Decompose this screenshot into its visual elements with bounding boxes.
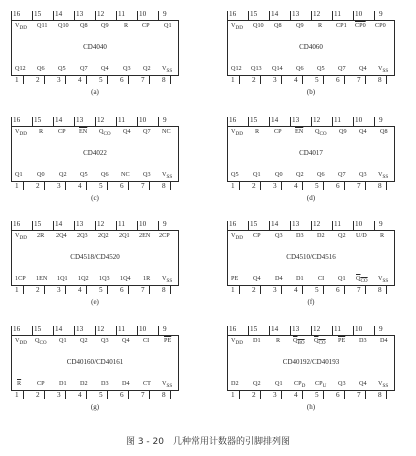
signal-label: Q3 bbox=[101, 337, 109, 344]
signal-label: Q8 bbox=[80, 22, 88, 29]
pin-number: 8 bbox=[378, 391, 382, 399]
signal-label: Q3 bbox=[143, 171, 151, 178]
top-pin-numbers bbox=[11, 115, 179, 126]
signal-label: D1 bbox=[253, 337, 261, 344]
pin-number: 9 bbox=[163, 325, 167, 333]
sub-label: (g) bbox=[90, 403, 100, 411]
signal-vdd: $V_{DD}$ bbox=[15, 128, 27, 138]
signal-label: 2Q4 bbox=[56, 232, 67, 239]
signal-vss: $V_{SS}$ bbox=[378, 65, 389, 75]
pin-number: 2 bbox=[252, 76, 256, 84]
signal-label: Q1 bbox=[59, 337, 67, 344]
pin-number: 16 bbox=[229, 10, 237, 18]
signal-label: Q7 bbox=[143, 128, 151, 135]
pin-number: 11 bbox=[118, 325, 125, 333]
signal-label: D3 bbox=[101, 380, 109, 387]
pin-number: 11 bbox=[334, 10, 341, 18]
signal-label: Q1 bbox=[15, 171, 23, 178]
pin-number: 10 bbox=[355, 220, 363, 228]
pin-number: 7 bbox=[357, 182, 361, 190]
pin-number: 2 bbox=[36, 391, 40, 399]
pin-number: 6 bbox=[336, 286, 340, 294]
pin-number: 5 bbox=[99, 182, 103, 190]
pin-number: 13 bbox=[292, 325, 300, 333]
signal-label: Q8 bbox=[380, 128, 388, 135]
pin-number: 5 bbox=[315, 182, 319, 190]
signal-label: D4 bbox=[275, 275, 283, 282]
pin-number: 4 bbox=[294, 76, 298, 84]
pin-number: 7 bbox=[357, 76, 361, 84]
signal-label: Q4 bbox=[359, 65, 367, 72]
signal-label: Q4 bbox=[122, 337, 130, 344]
signal-label: Q2 bbox=[59, 171, 67, 178]
chip-body bbox=[227, 126, 395, 182]
signal-label: Q4 bbox=[253, 275, 261, 282]
pin-number: 12 bbox=[313, 116, 321, 124]
signal-label: CP bbox=[142, 22, 150, 29]
pin-number: 14 bbox=[55, 325, 63, 333]
signal-label: 1Q4 bbox=[120, 275, 131, 282]
signal-label: Q12 bbox=[231, 65, 242, 72]
pin-number: 12 bbox=[97, 325, 105, 333]
signal-label: Q4 bbox=[101, 65, 109, 72]
signal-label: $\overline{EN}$ bbox=[295, 128, 304, 135]
signal-label: Q0 bbox=[37, 171, 45, 178]
pin-number: 8 bbox=[162, 286, 166, 294]
pin-number: 3 bbox=[273, 286, 277, 294]
top-pin-numbers bbox=[11, 9, 179, 20]
signal-label: Q1 bbox=[338, 275, 346, 282]
signal-label: Q4 bbox=[123, 128, 131, 135]
signal-label: Q12 bbox=[15, 65, 26, 72]
signal-label: 1R bbox=[143, 275, 151, 282]
pin-number: 2 bbox=[252, 182, 256, 190]
signal-label: Q3 bbox=[123, 65, 131, 72]
chip-body bbox=[11, 230, 179, 286]
pin-number: 8 bbox=[162, 182, 166, 190]
signal-label: Q3 bbox=[338, 380, 346, 387]
signal-label: Q5 bbox=[58, 65, 66, 72]
signal-vdd: $V_{DD}$ bbox=[231, 232, 243, 242]
pin-number: 15 bbox=[34, 116, 42, 124]
signal-qco: $Q_{CO}$ bbox=[35, 337, 47, 347]
signal-label: Q2 bbox=[253, 380, 261, 387]
pin-number: 9 bbox=[163, 116, 167, 124]
signal-label: Q14 bbox=[272, 65, 283, 72]
pin-number: 1 bbox=[15, 76, 19, 84]
pin-number: 9 bbox=[379, 116, 383, 124]
signal-label: Q11 bbox=[37, 22, 48, 29]
pin-number: 12 bbox=[313, 220, 321, 228]
signal-label: $\overline{PE}$ bbox=[164, 337, 172, 344]
pin-number: 12 bbox=[97, 116, 105, 124]
chip-name: CD4022 bbox=[83, 149, 107, 157]
top-pin-numbers bbox=[227, 324, 395, 335]
signal-label: Q3 bbox=[359, 171, 367, 178]
pin-number: 8 bbox=[378, 76, 382, 84]
signal-label: Q6 bbox=[296, 65, 304, 72]
signal-qco-bar: $Q_{CO}$ bbox=[314, 337, 326, 347]
pin-number: 15 bbox=[250, 10, 258, 18]
figure-caption: 图 3 - 20 几种常用计数器的引脚排列图 bbox=[125, 437, 290, 447]
signal-label: 1Q3 bbox=[99, 275, 110, 282]
pin-number: 10 bbox=[139, 10, 147, 18]
chip-body bbox=[11, 335, 179, 391]
signal-vss: $V_{SS}$ bbox=[162, 275, 173, 285]
pin-number: 15 bbox=[34, 325, 42, 333]
signal-label: Q3 bbox=[275, 232, 283, 239]
top-pin-numbers bbox=[227, 9, 395, 20]
signal-label: Q2 bbox=[80, 337, 88, 344]
signal-label: CP bbox=[253, 232, 261, 239]
signal-label: NC bbox=[121, 171, 130, 178]
pin-number: 9 bbox=[379, 10, 383, 18]
signal-label: 1EN bbox=[36, 275, 48, 282]
signal-label: U/D bbox=[356, 232, 367, 239]
pin-number: 1 bbox=[15, 391, 19, 399]
signal-label: Q7 bbox=[338, 65, 346, 72]
signal-qco: $Q_{CO}$ bbox=[99, 128, 111, 138]
pin-number: 11 bbox=[334, 325, 341, 333]
pin-number: 1 bbox=[231, 391, 235, 399]
signal-vss: $V_{SS}$ bbox=[162, 171, 173, 181]
signal-label: Q1 bbox=[253, 171, 261, 178]
sub-label: (b) bbox=[306, 88, 316, 96]
chip-name: CD4040 bbox=[83, 43, 107, 51]
signal-label: Q7 bbox=[338, 171, 346, 178]
pin-number: 2 bbox=[36, 286, 40, 294]
signal-label: 1CP bbox=[15, 275, 26, 282]
pin-number: 4 bbox=[294, 391, 298, 399]
signal-vdd: $V_{DD}$ bbox=[15, 232, 27, 242]
signal-label: 1Q2 bbox=[78, 275, 89, 282]
pin-number: 12 bbox=[313, 10, 321, 18]
pin-number: 15 bbox=[34, 220, 42, 228]
signal-label: CP0 bbox=[375, 22, 386, 29]
pin-number: 10 bbox=[139, 325, 147, 333]
pin-number: 13 bbox=[292, 220, 300, 228]
pin-number: 7 bbox=[141, 182, 145, 190]
chip-body bbox=[11, 126, 179, 182]
signal-label: CP bbox=[37, 380, 45, 387]
chip-body bbox=[227, 230, 395, 286]
pin-number: 12 bbox=[97, 10, 105, 18]
pin-number: 9 bbox=[379, 325, 383, 333]
pin-number: 10 bbox=[139, 116, 147, 124]
pin-number: 11 bbox=[118, 10, 125, 18]
signal-label: D2 bbox=[317, 232, 325, 239]
pin-number: 6 bbox=[120, 286, 124, 294]
signal-label: 2Q1 bbox=[119, 232, 130, 239]
signal-label: 2R bbox=[37, 232, 45, 239]
pin-number: 7 bbox=[141, 76, 145, 84]
pin-number: 4 bbox=[78, 391, 82, 399]
pin-number: 12 bbox=[313, 325, 321, 333]
signal-qbo-bar: $Q_{BO}$ bbox=[293, 337, 305, 347]
signal-label: Q2 bbox=[338, 232, 346, 239]
pin-number: 16 bbox=[13, 325, 21, 333]
pin-number: 14 bbox=[55, 220, 63, 228]
pin-number: 16 bbox=[13, 10, 21, 18]
chip-body bbox=[227, 335, 395, 391]
signal-label: Q10 bbox=[58, 22, 69, 29]
signal-label: D4 bbox=[380, 337, 388, 344]
signal-label: R bbox=[276, 337, 281, 344]
sub-label: (e) bbox=[91, 298, 99, 306]
signal-label: Q4 bbox=[359, 128, 367, 135]
pin-number: 8 bbox=[162, 391, 166, 399]
signal-label: Q2 bbox=[143, 65, 151, 72]
sub-label: (a) bbox=[91, 88, 99, 96]
signal-label: R bbox=[124, 22, 129, 29]
pin-number: 8 bbox=[162, 76, 166, 84]
top-pin-numbers bbox=[227, 219, 395, 230]
signal-vss: $V_{SS}$ bbox=[378, 380, 389, 390]
chip-body bbox=[227, 20, 395, 76]
signal-label: Q1 bbox=[275, 380, 283, 387]
signal-label: 2CP bbox=[159, 232, 170, 239]
signal-label: Q8 bbox=[274, 22, 282, 29]
signal-label: D2 bbox=[231, 380, 239, 387]
pin-number: 1 bbox=[231, 182, 235, 190]
signal-label: CP1 bbox=[336, 22, 347, 29]
pin-number: 13 bbox=[76, 220, 84, 228]
pin-number: 14 bbox=[271, 220, 279, 228]
pin-number: 12 bbox=[97, 220, 105, 228]
bottom-pin-numbers bbox=[11, 390, 179, 401]
pin-number: 3 bbox=[273, 391, 277, 399]
signal-qco-bar: $Q_{CO}$ bbox=[356, 275, 368, 285]
signal-label: D1 bbox=[296, 275, 304, 282]
pin-number: 14 bbox=[55, 10, 63, 18]
signal-label: R bbox=[255, 128, 260, 135]
pin-number: 2 bbox=[36, 182, 40, 190]
pin-number: 11 bbox=[118, 220, 125, 228]
pin-number: 8 bbox=[378, 182, 382, 190]
signal-label: Q0 bbox=[275, 171, 283, 178]
signal-label: Q6 bbox=[101, 171, 109, 178]
pin-number: 3 bbox=[57, 76, 61, 84]
pin-number: 6 bbox=[120, 76, 124, 84]
signal-label: Q10 bbox=[253, 22, 264, 29]
pin-number: 7 bbox=[357, 286, 361, 294]
pin-number: 9 bbox=[163, 10, 167, 18]
pin-number: 16 bbox=[229, 325, 237, 333]
signal-label: NC bbox=[162, 128, 171, 135]
pin-number: 13 bbox=[76, 116, 84, 124]
pin-number: 6 bbox=[120, 391, 124, 399]
signal-label: D3 bbox=[296, 232, 304, 239]
signal-label: 2EN bbox=[139, 232, 151, 239]
pin-number: 1 bbox=[15, 286, 19, 294]
signal-label: Q7 bbox=[80, 65, 88, 72]
pin-number: 16 bbox=[13, 116, 21, 124]
signal-vss: $V_{SS}$ bbox=[378, 275, 389, 285]
pin-number: 2 bbox=[252, 391, 256, 399]
pin-number: 14 bbox=[271, 325, 279, 333]
sub-label: (d) bbox=[306, 194, 316, 202]
pin-number: 14 bbox=[55, 116, 63, 124]
signal-vdd: $V_{DD}$ bbox=[231, 337, 243, 347]
pin-number: 6 bbox=[336, 182, 340, 190]
signal-label: $\overline{R}$ bbox=[17, 380, 22, 387]
pin-number: 3 bbox=[273, 76, 277, 84]
pin-number: 2 bbox=[36, 76, 40, 84]
signal-cpd: $CP_D$ bbox=[294, 380, 306, 390]
signal-label: R bbox=[380, 232, 385, 239]
pin-number: 13 bbox=[292, 116, 300, 124]
signal-label: 2Q2 bbox=[98, 232, 109, 239]
top-pin-numbers bbox=[11, 219, 179, 230]
pin-number: 5 bbox=[99, 391, 103, 399]
pin-number: 6 bbox=[120, 182, 124, 190]
signal-label: Q2 bbox=[296, 171, 304, 178]
pin-number: 15 bbox=[250, 116, 258, 124]
pin-number: 5 bbox=[315, 76, 319, 84]
bottom-pin-numbers bbox=[227, 285, 395, 296]
sub-label: (h) bbox=[306, 403, 316, 411]
signal-label: CP0 bbox=[355, 22, 366, 29]
signal-vss: $V_{SS}$ bbox=[162, 380, 173, 390]
signal-label: Q4 bbox=[359, 380, 367, 387]
signal-label: D1 bbox=[59, 380, 67, 387]
top-pin-numbers bbox=[227, 115, 395, 126]
signal-cpu: $CP_U$ bbox=[315, 380, 327, 390]
signal-label: 2Q3 bbox=[77, 232, 88, 239]
pin-number: 5 bbox=[315, 286, 319, 294]
pin-number: 7 bbox=[141, 286, 145, 294]
pin-number: 14 bbox=[271, 10, 279, 18]
chip-name: CD40160/CD40161 bbox=[66, 358, 124, 366]
signal-label: Q5 bbox=[317, 65, 325, 72]
sub-label: (c) bbox=[91, 194, 99, 202]
chip-name: CD4017 bbox=[299, 149, 323, 157]
pin-number: 15 bbox=[34, 10, 42, 18]
signal-label: D4 bbox=[122, 380, 130, 387]
signal-label: D3 bbox=[359, 337, 367, 344]
signal-label: D2 bbox=[80, 380, 88, 387]
signal-label: 1Q1 bbox=[57, 275, 68, 282]
pin-number: 16 bbox=[229, 116, 237, 124]
pin-number: 5 bbox=[99, 76, 103, 84]
signal-label: Q5 bbox=[231, 171, 239, 178]
pin-number: 4 bbox=[78, 182, 82, 190]
chip-name: CD4510/CD4516 bbox=[286, 253, 336, 261]
pin-number: 3 bbox=[57, 286, 61, 294]
pin-number: 6 bbox=[336, 391, 340, 399]
signal-label: Q13 bbox=[251, 65, 262, 72]
pin-number: 13 bbox=[76, 10, 84, 18]
pin-number: 5 bbox=[315, 391, 319, 399]
signal-label: Q9 bbox=[101, 22, 109, 29]
signal-label: CP bbox=[58, 128, 66, 135]
pin-number: 16 bbox=[13, 220, 21, 228]
signal-label: Q9 bbox=[339, 128, 347, 135]
signal-label: CI bbox=[143, 337, 150, 344]
signal-label: PE bbox=[231, 275, 239, 282]
pin-number: 9 bbox=[163, 220, 167, 228]
pin-number: 1 bbox=[231, 76, 235, 84]
signal-vss: $V_{SS}$ bbox=[378, 171, 389, 181]
pin-number: 11 bbox=[118, 116, 125, 124]
pin-number: 5 bbox=[99, 286, 103, 294]
signal-qco: $Q_{CO}$ bbox=[315, 128, 327, 138]
pin-number: 4 bbox=[294, 182, 298, 190]
signal-label: R bbox=[39, 128, 44, 135]
pin-number: 9 bbox=[379, 220, 383, 228]
signal-label: R bbox=[318, 22, 323, 29]
chip-body bbox=[11, 20, 179, 76]
pin-number: 16 bbox=[229, 220, 237, 228]
pin-number: 3 bbox=[57, 391, 61, 399]
chip-name: CD40192/CD40193 bbox=[282, 358, 340, 366]
bottom-pin-numbers bbox=[11, 181, 179, 192]
signal-label: $\overline{EN}$ bbox=[79, 128, 88, 135]
signal-label: $\overline{PE}$ bbox=[338, 337, 346, 344]
signal-label: Q5 bbox=[80, 171, 88, 178]
signal-label: CT bbox=[143, 380, 151, 387]
pin-number: 10 bbox=[355, 116, 363, 124]
signal-vdd: $V_{DD}$ bbox=[15, 337, 27, 347]
pin-number: 10 bbox=[355, 325, 363, 333]
pin-number: 10 bbox=[139, 220, 147, 228]
bottom-pin-numbers bbox=[227, 390, 395, 401]
signal-vdd: $V_{DD}$ bbox=[231, 128, 243, 138]
pin-number: 7 bbox=[141, 391, 145, 399]
signal-vdd: $V_{DD}$ bbox=[15, 22, 27, 32]
signal-label: CP bbox=[274, 128, 282, 135]
signal-label: CI bbox=[318, 275, 325, 282]
signal-label: Q1 bbox=[164, 22, 172, 29]
pin-number: 7 bbox=[357, 391, 361, 399]
pin-number: 1 bbox=[231, 286, 235, 294]
pin-number: 10 bbox=[355, 10, 363, 18]
signal-label: Q6 bbox=[317, 171, 325, 178]
bottom-pin-numbers bbox=[227, 75, 395, 86]
pin-number: 15 bbox=[250, 325, 258, 333]
pin-number: 4 bbox=[294, 286, 298, 294]
pin-number: 13 bbox=[76, 325, 84, 333]
pin-number: 13 bbox=[292, 10, 300, 18]
signal-label: Q6 bbox=[37, 65, 45, 72]
signal-label: Q9 bbox=[296, 22, 304, 29]
signal-vss: $V_{SS}$ bbox=[162, 65, 173, 75]
pin-number: 11 bbox=[334, 116, 341, 124]
pin-number: 15 bbox=[250, 220, 258, 228]
bottom-pin-numbers bbox=[11, 285, 179, 296]
pin-number: 6 bbox=[336, 76, 340, 84]
pin-number: 3 bbox=[57, 182, 61, 190]
pin-number: 2 bbox=[252, 286, 256, 294]
pin-number: 14 bbox=[271, 116, 279, 124]
pin-number: 8 bbox=[378, 286, 382, 294]
signal-vdd: $V_{DD}$ bbox=[231, 22, 243, 32]
pin-number: 1 bbox=[15, 182, 19, 190]
bottom-pin-numbers bbox=[227, 181, 395, 192]
top-pin-numbers bbox=[11, 324, 179, 335]
pin-number: 4 bbox=[78, 76, 82, 84]
pin-number: 11 bbox=[334, 220, 341, 228]
chip-name: CD4518/CD4520 bbox=[70, 253, 120, 261]
pin-number: 3 bbox=[273, 182, 277, 190]
pin-number: 4 bbox=[78, 286, 82, 294]
sub-label: (f) bbox=[307, 298, 315, 306]
bottom-pin-numbers bbox=[11, 75, 179, 86]
chip-name: CD4060 bbox=[299, 43, 323, 51]
